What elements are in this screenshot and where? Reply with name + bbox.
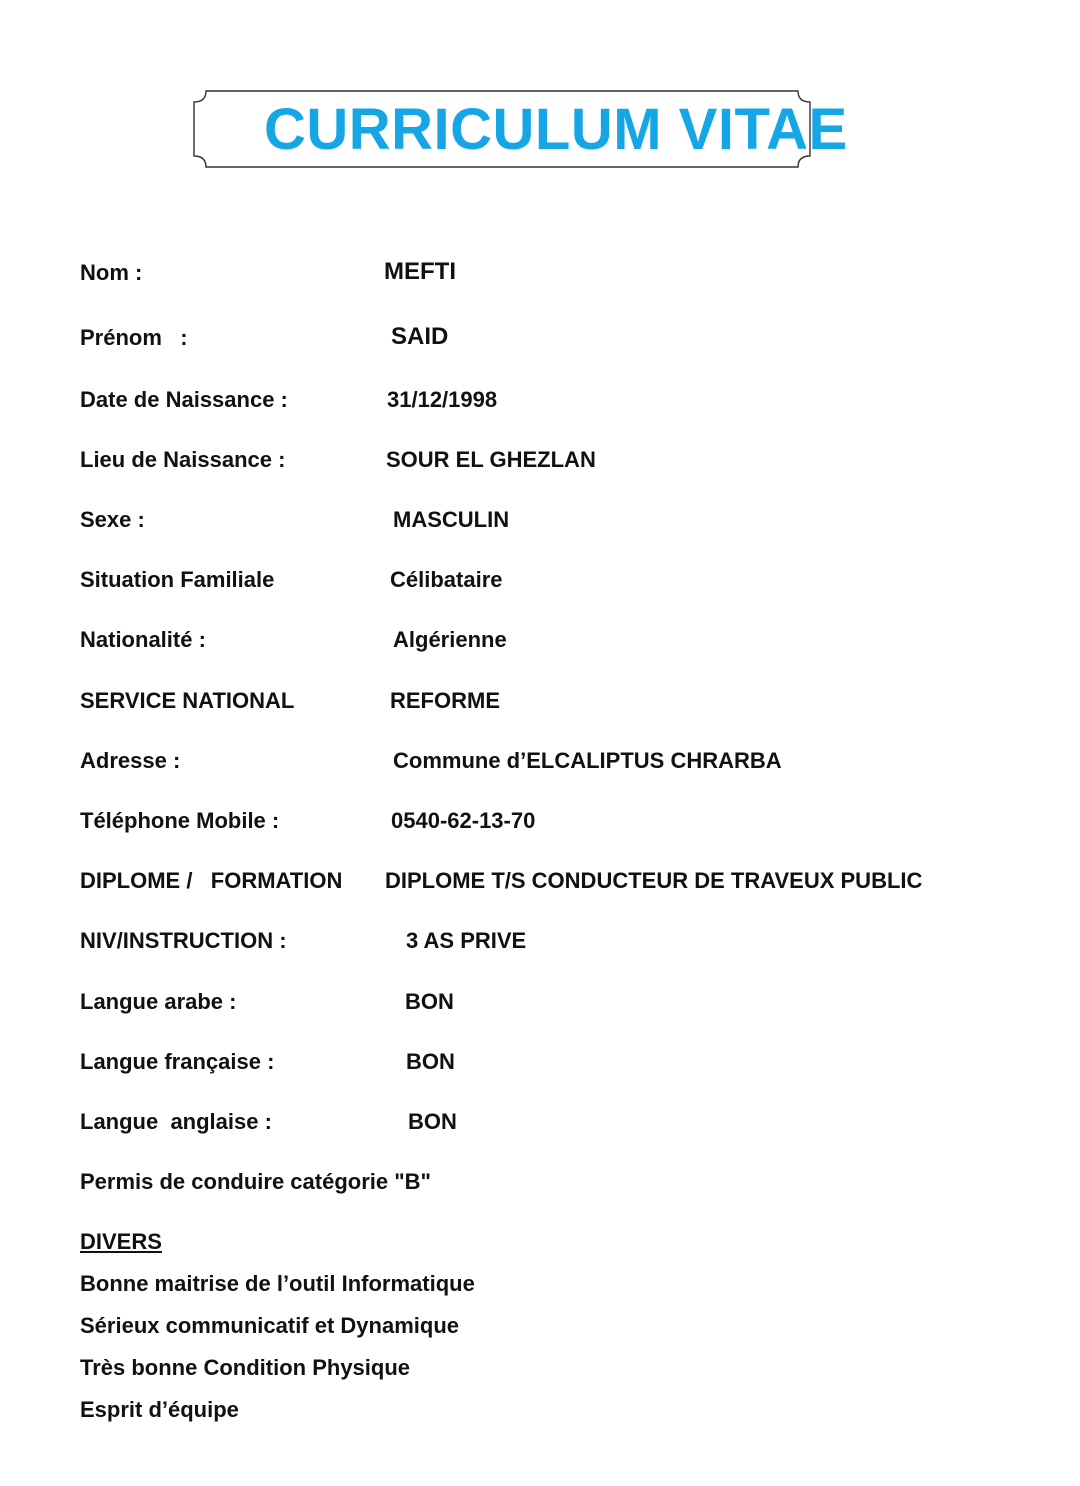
field-label: SERVICE NATIONAL <box>80 688 295 713</box>
permis-conduire: Permis de conduire catégorie "B" <box>80 1169 431 1194</box>
field-value: 0540-62-13-70 <box>391 808 536 833</box>
field-label: Langue arabe : <box>80 989 237 1014</box>
field-label: Sexe : <box>80 507 145 532</box>
field-value: SOUR EL GHEZLAN <box>386 447 596 472</box>
field-value: BON <box>406 1049 455 1074</box>
field-label: Nationalité : <box>80 627 206 652</box>
divers-item: Esprit d’équipe <box>80 1397 239 1422</box>
field-label: Date de Naissance : <box>80 387 288 412</box>
field-label: Langue française : <box>80 1049 275 1074</box>
title-banner <box>192 90 848 168</box>
field-label: Adresse : <box>80 748 181 773</box>
field-label: NIV/INSTRUCTION : <box>80 928 287 953</box>
field-value: DIPLOME T/S CONDUCTEUR DE TRAVEUX PUBLIC <box>385 868 923 893</box>
field-value: BON <box>405 989 454 1014</box>
field-value: MASCULIN <box>393 507 510 532</box>
field-label: Lieu de Naissance : <box>80 447 286 472</box>
field-value: 3 AS PRIVE <box>406 928 527 953</box>
divers-item: Sérieux communicatif et Dynamique <box>80 1313 459 1338</box>
page-title: CURRICULUM VITAE <box>264 97 848 162</box>
field-label: DIPLOME / FORMATION <box>80 868 343 893</box>
field-value: REFORME <box>390 688 500 713</box>
field-value: SAID <box>391 323 449 350</box>
field-label: Nom : <box>80 260 143 285</box>
divers-item: Bonne maitrise de l’outil Informatique <box>80 1271 475 1296</box>
field-value: Commune d’ELCALIPTUS CHRARBA <box>393 748 782 773</box>
field-value: Célibataire <box>390 567 503 592</box>
field-value: 31/12/1998 <box>387 387 498 412</box>
field-value: MEFTI <box>384 258 456 285</box>
field-label: Langue anglaise : <box>80 1109 272 1134</box>
divers-heading: DIVERS <box>80 1229 162 1254</box>
divers-item: Très bonne Condition Physique <box>80 1355 411 1380</box>
field-value: Algérienne <box>393 627 507 652</box>
field-value: BON <box>408 1109 457 1134</box>
field-label: Téléphone Mobile : <box>80 808 280 833</box>
field-label: Situation Familiale <box>80 567 275 592</box>
field-label: Prénom : <box>80 325 188 350</box>
